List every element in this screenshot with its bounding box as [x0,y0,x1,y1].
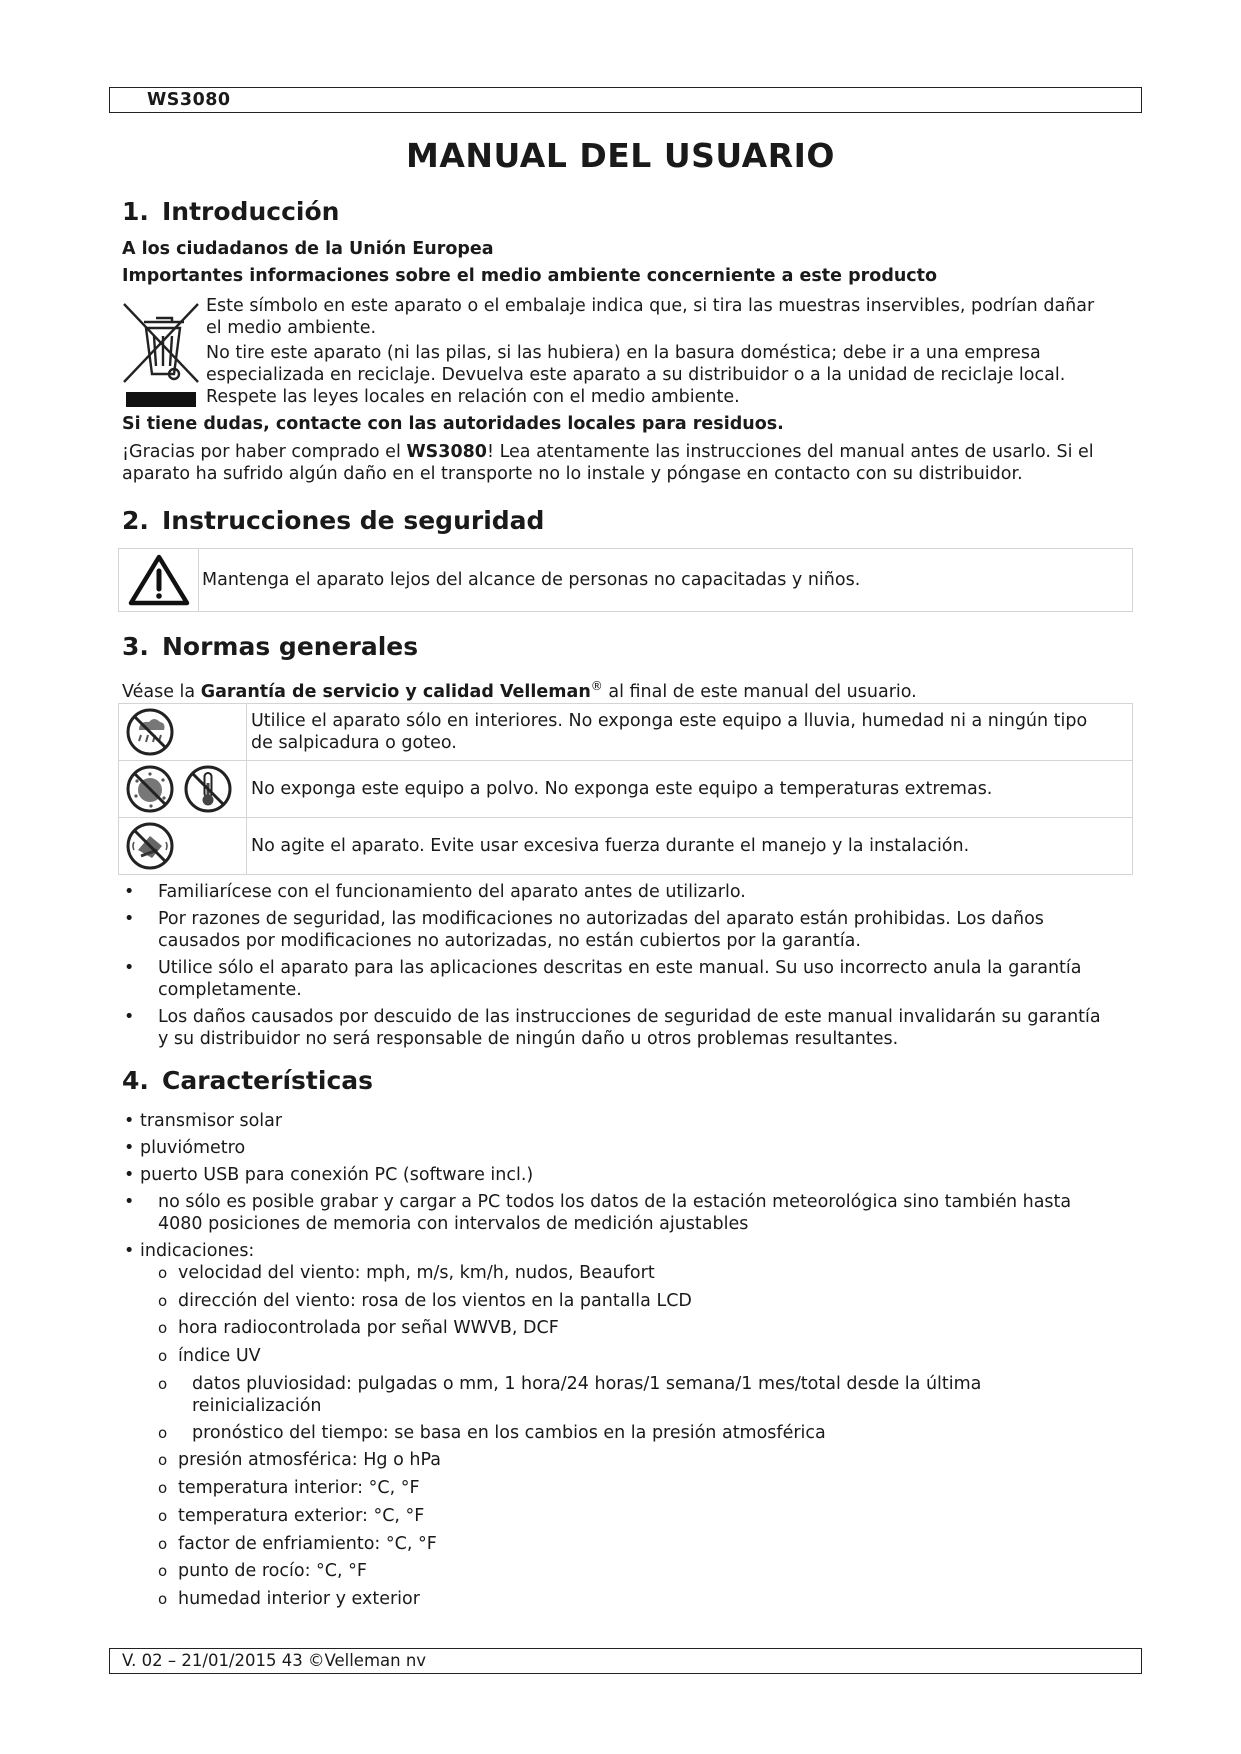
list-item [122,957,1132,1001]
list-item: o presión atmosférica: Hg o hPa [156,1449,1136,1477]
section-1-title: Introducción [162,197,340,226]
section-4-title: Características [162,1066,374,1095]
weee-line-4: especializada en reciclaje. Devuelva este aparato a su distribuidor o a la unidad de reciclaje local. [206,365,1066,385]
thanks-pre: ¡Gracias por haber comprado el [122,442,407,462]
contact-note: Si tiene dudas, contacte con las autoridades locales para residuos. [122,414,784,434]
section-4-number: 4. [122,1066,149,1095]
thanks-post: ! Lea atentamente las instrucciones del manual antes de usarlo. Si el [487,442,1094,462]
header-box [109,87,1142,113]
rule-text-indoor [247,704,1133,761]
section-3-number: 3. [122,632,149,661]
indications-list [156,1262,1136,1616]
warranty-title: Garantía de servicio y calidad Velleman [200,681,591,702]
footer-text: V. 02 – 21/01/2015 43 ©Velleman nv [122,1651,427,1670]
rule-text-indoor-line-2: de salpicadura o goteo. [251,733,457,753]
eu-heading: A los ciudadanos de la Unión Europea [122,239,494,259]
list-item: o punto de rocío: °C, °F [156,1560,1136,1588]
safety-warning-text: Mantenga el aparato lejos del alcance de personas no capacitadas y niños. [199,549,1133,612]
warranty-post: al final de este manual del usuario. [602,681,917,702]
bullet-4-line-1: • Los daños causados por descuido de las instrucciones de seguridad de este manual invalidarán su garantía [158,1007,1101,1027]
list-item: o índice UV [156,1345,1136,1373]
general-bullet-list [122,881,1132,1055]
list-item [122,881,1132,903]
bullet-2-line-1: • Por razones de seguridad, las modificaciones no autorizadas del aparato están prohibidas. Los daños [158,909,1044,929]
no-shaking-icon [124,820,176,872]
list-item: o factor de enfriamiento: °C, °F [156,1533,1136,1561]
list-item: o humedad interior y exterior [156,1588,1136,1616]
section-4-heading [122,1066,373,1096]
list-item: • transmisor solar [122,1110,1132,1137]
no-extreme-temperature-icon [182,763,234,815]
warranty-pre: Véase la [122,681,201,702]
rule-text-dust: No exponga este equipo a polvo. No exponga este equipo a temperaturas extremas. [247,761,1133,818]
weee-line-3: No tire este aparato (ni las pilas, si las hubiera) en la basura doméstica; debe ir a una empresa [206,343,1041,363]
thanks-line-1 [122,441,1122,463]
list-item: • puerto USB para conexión PC (software incl.) [122,1164,1132,1191]
weee-line-1: Este símbolo en este aparato o el embalaje indica que, si tira las muestras inservibles, podrían dañar [206,296,1095,316]
warning-triangle-icon [127,553,191,607]
no-rain-icon [124,706,176,758]
rule-row-dust-temperature [119,761,1133,818]
list-item: • indicaciones: [122,1240,1132,1267]
weee-line-2: el medio ambiente. [206,318,377,338]
features-list [122,1110,1132,1267]
section-1-number: 1. [122,197,149,226]
crossed-out-wheelie-bin-icon [122,300,200,412]
memory-line-1: • no sólo es posible grabar y cargar a PC todos los datos de la estación meteorológica sino también hasta [158,1192,1072,1212]
rule-icon-cell [119,704,247,761]
page-title: MANUAL DEL USUARIO [406,136,835,175]
section-2-title: Instrucciones de seguridad [162,506,545,535]
bullet-3-line-1: • Utilice sólo el aparato para las aplicaciones descritas en este manual. Su uso incorrecto anula la garantía [158,958,1082,978]
list-item: o temperatura exterior: °C, °F [156,1505,1136,1533]
thanks-model: WS3080 [406,442,487,462]
general-rules-table [118,703,1133,875]
list-item [156,1373,1136,1422]
registered-mark: ® [590,679,603,693]
list-item: o velocidad del viento: mph, m/s, km/h, nudos, Beaufort [156,1262,1136,1290]
bullet-1-line-1: • Familiarícese con el funcionamiento del aparato antes de utilizarlo. [158,882,746,902]
list-item: o dirección del viento: rosa de los vientos en la pantalla LCD [156,1290,1136,1318]
rule-text-indoor-line-1: Utilice el aparato sólo en interiores. No exponga este equipo a lluvia, humedad ni a ningún tipo [251,711,1088,731]
rule-row-shake [119,818,1133,875]
section-2-number: 2. [122,506,149,535]
section-1-heading [122,197,339,227]
header-model: WS3080 [147,90,231,110]
section-2-heading [122,506,544,536]
list-item: • pluviómetro [122,1137,1132,1164]
weee-line-5: Respete las leyes locales en relación con el medio ambiente. [206,387,740,407]
list-item: o temperatura interior: °C, °F [156,1477,1136,1505]
rule-icon-cell [119,818,247,875]
warranty-reference [122,675,1122,703]
section-3-heading [122,632,418,662]
list-item: o pronóstico del tiempo: se basa en los cambios en la presión atmosférica [156,1422,1136,1450]
rule-row-indoor [119,704,1133,761]
rain-line-1: o datos pluviosidad: pulgadas o mm, 1 hora/24 horas/1 semana/1 mes/total desde la última [192,1373,982,1394]
section-3-title: Normas generales [162,632,419,661]
no-dust-icon [124,763,176,815]
memory-line-2: 4080 posiciones de memoria con intervalos de medición ajustables [158,1214,749,1234]
safety-table [118,548,1133,612]
rule-icon-cell [119,761,247,818]
list-item: o hora radiocontrolada por señal WWVB, DCF [156,1317,1136,1345]
thanks-line-2: aparato ha sufrido algún daño en el transporte no lo instale y póngase en contacto con su distribuidor. [122,464,1023,484]
bullet-3-line-2: completamente. [158,980,302,1000]
env-heading: Importantes informaciones sobre el medio ambiente concerniente a este producto [122,266,938,286]
bullet-4-line-2: y su distribuidor no será responsable de ningún daño u otros problemas resultantes. [158,1029,899,1049]
rule-text-shake: No agite el aparato. Evite usar excesiva fuerza durante el manejo y la instalación. [247,818,1133,875]
list-item [122,908,1132,952]
list-item [122,1006,1132,1050]
rain-line-2: reinicialización [192,1395,322,1416]
bullet-2-line-2: causados por modificaciones no autorizadas, no están cubiertos por la garantía. [158,931,861,951]
footer-box [109,1648,1142,1674]
safety-icon-cell [119,549,199,612]
list-item [122,1191,1132,1240]
